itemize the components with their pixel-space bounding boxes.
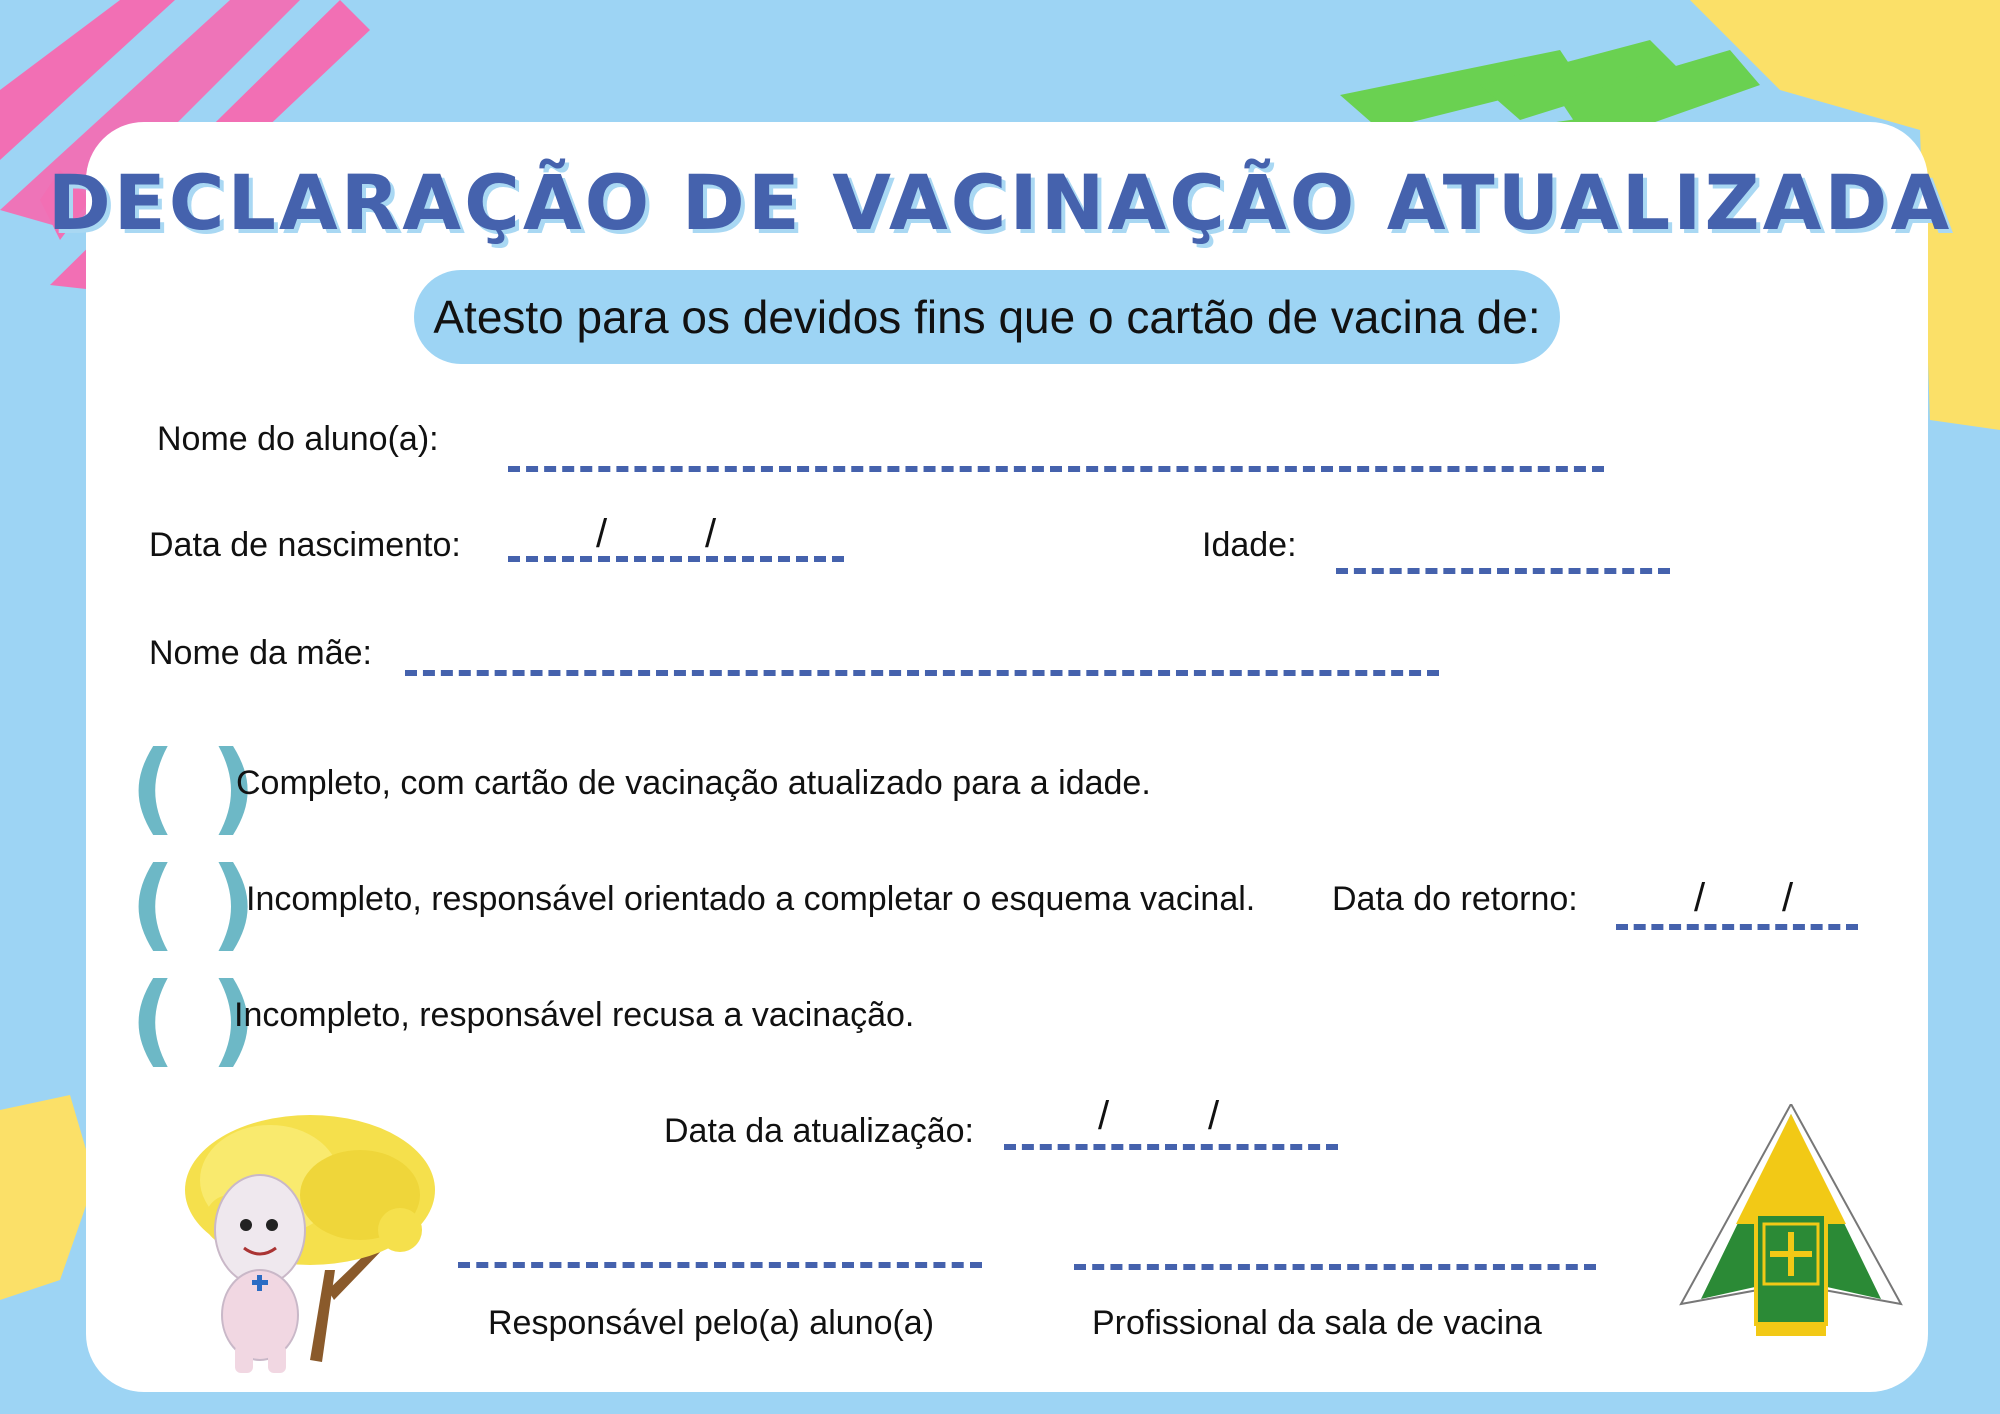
intro-text: Atesto para os devidos fins que o cartão de vacina de:: [433, 291, 1541, 343]
age-field[interactable]: [1336, 568, 1670, 574]
date-separator: /: [1782, 876, 1794, 920]
date-separator: /: [1208, 1094, 1220, 1138]
page-title: DECLARAÇÃO DE VACINAÇÃO ATUALIZADA: [47, 158, 1953, 247]
student-name-label: Nome do aluno(a):: [157, 420, 439, 458]
guardian-signature-label: Responsável pelo(a) aluno(a): [488, 1304, 935, 1342]
checkbox-complete[interactable]: ( ): [130, 729, 257, 846]
checkbox-incomplete-refused[interactable]: ( ): [130, 961, 257, 1078]
mother-name-label: Nome da mãe:: [149, 634, 372, 672]
professional-signature-line[interactable]: [1074, 1264, 1596, 1270]
vaccine-mascot-icon: [160, 1100, 440, 1380]
federal-district-crest-icon: [1676, 1104, 1906, 1344]
update-date-label: Data da atualização:: [664, 1112, 974, 1150]
checkbox-incomplete-oriented[interactable]: ( ): [130, 845, 257, 962]
mother-name-field[interactable]: [405, 670, 1439, 676]
date-separator: /: [705, 512, 717, 556]
return-date-field[interactable]: [1616, 924, 1858, 930]
birth-date-label: Data de nascimento:: [149, 526, 461, 564]
intro-banner: [414, 270, 1560, 364]
yellow-splash-bottom: [0, 1095, 95, 1300]
date-separator: /: [1098, 1094, 1110, 1138]
option-complete-label: Completo, com cartão de vacinação atualizado para a idade.: [236, 764, 1151, 802]
return-date-label: Data do retorno:: [1332, 880, 1578, 918]
age-label: Idade:: [1202, 526, 1297, 564]
option-incomplete-refused-label: Incompleto, responsável recusa a vacinação.: [234, 996, 915, 1034]
date-separator: /: [596, 512, 608, 556]
update-date-field[interactable]: [1004, 1144, 1338, 1150]
student-name-field[interactable]: [508, 466, 1604, 472]
option-incomplete-oriented-label: Incompleto, responsável orientado a completar o esquema vacinal.: [246, 880, 1256, 918]
birth-date-field[interactable]: [508, 556, 844, 562]
professional-signature-label: Profissional da sala de vacina: [1092, 1304, 1542, 1342]
guardian-signature-line[interactable]: [458, 1262, 982, 1268]
date-separator: /: [1694, 876, 1706, 920]
